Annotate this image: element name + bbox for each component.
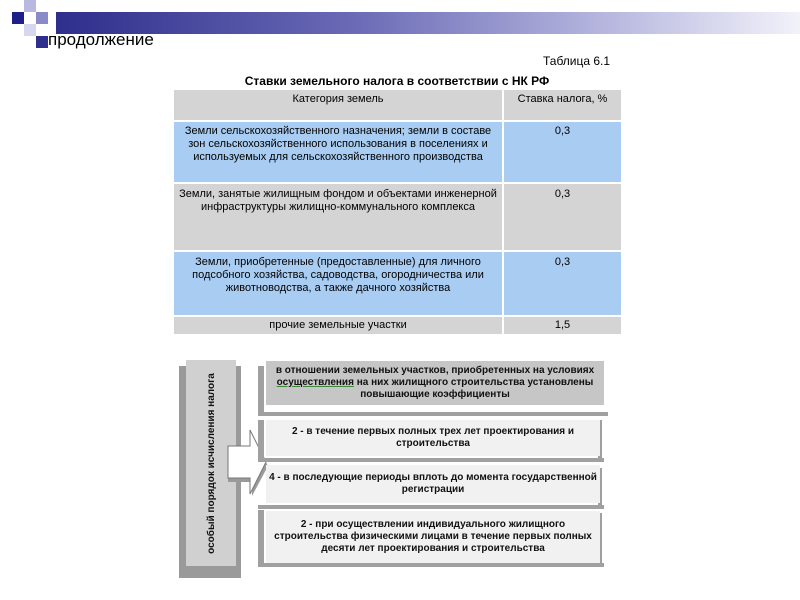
table-reference: Таблица 6.1 <box>543 54 611 68</box>
box1-underlined-word: осуществления <box>276 377 354 388</box>
column-header-category: Категория земель <box>174 90 504 122</box>
table-row <box>174 122 621 184</box>
category-cell: прочие земельные участки <box>174 317 504 336</box>
coefficient-box-after-registration: 4 - в последующие периоды вплоть до момента государственной регистрации <box>266 465 600 503</box>
table-row <box>174 317 621 336</box>
decor-square-5 <box>36 36 48 48</box>
slide-subtitle: продолжение <box>48 30 154 49</box>
category-cell: Земли, приобретенные (предоставленные) для личного подсобного хозяйства, садоводства, огородничества или животноводства, а также дачного хозяйства <box>174 252 504 317</box>
rate-cell: 0,3 <box>504 122 621 184</box>
table-row <box>174 252 621 317</box>
rate-cell: 0,3 <box>504 184 621 252</box>
category-cell: Земли, занятые жилищным фондом и объектами инженерной инфраструктуры жилищно-коммунального комплекса <box>174 184 504 252</box>
table-header-row <box>174 90 621 122</box>
decor-square-3 <box>36 12 48 24</box>
category-cell: Земли сельскохозяйственного назначения; земли в составе зон сельскохозяйственного использования в поселениях и используемых для сельскохозяйственного производства <box>174 122 504 184</box>
box1-text-after: на них жилищного строительства установлены повышающие коэффициенты <box>353 377 594 400</box>
table-title: Ставки земельного налога в соответствии с НК РФ <box>244 74 550 88</box>
box1-text-before: в отношении земельных участков, приобретенных на условиях <box>275 365 595 376</box>
decor-square-4 <box>24 24 36 36</box>
coefficient-info-box <box>266 361 604 405</box>
vertical-label: особый порядок исчисления налога <box>205 372 217 554</box>
header-band <box>56 12 800 34</box>
table-row <box>174 184 621 252</box>
vertical-label-wrap <box>186 360 236 566</box>
tax-rates-table <box>174 90 621 336</box>
decor-square-1 <box>12 12 24 24</box>
rate-cell: 1,5 <box>504 317 621 336</box>
column-header-rate: Ставка налога, % <box>504 90 621 122</box>
coefficient-box-three-years: 2 - в течение первых полных трех лет проектирования и строительства <box>266 420 600 456</box>
decor-square-2 <box>24 0 36 12</box>
rate-cell: 0,3 <box>504 252 621 317</box>
coefficient-box-individual-construction: 2 - при осуществлении индивидуального жилищного строительства физическими лицами в течение первых полных десяти лет проектирования и строительства <box>266 511 600 563</box>
